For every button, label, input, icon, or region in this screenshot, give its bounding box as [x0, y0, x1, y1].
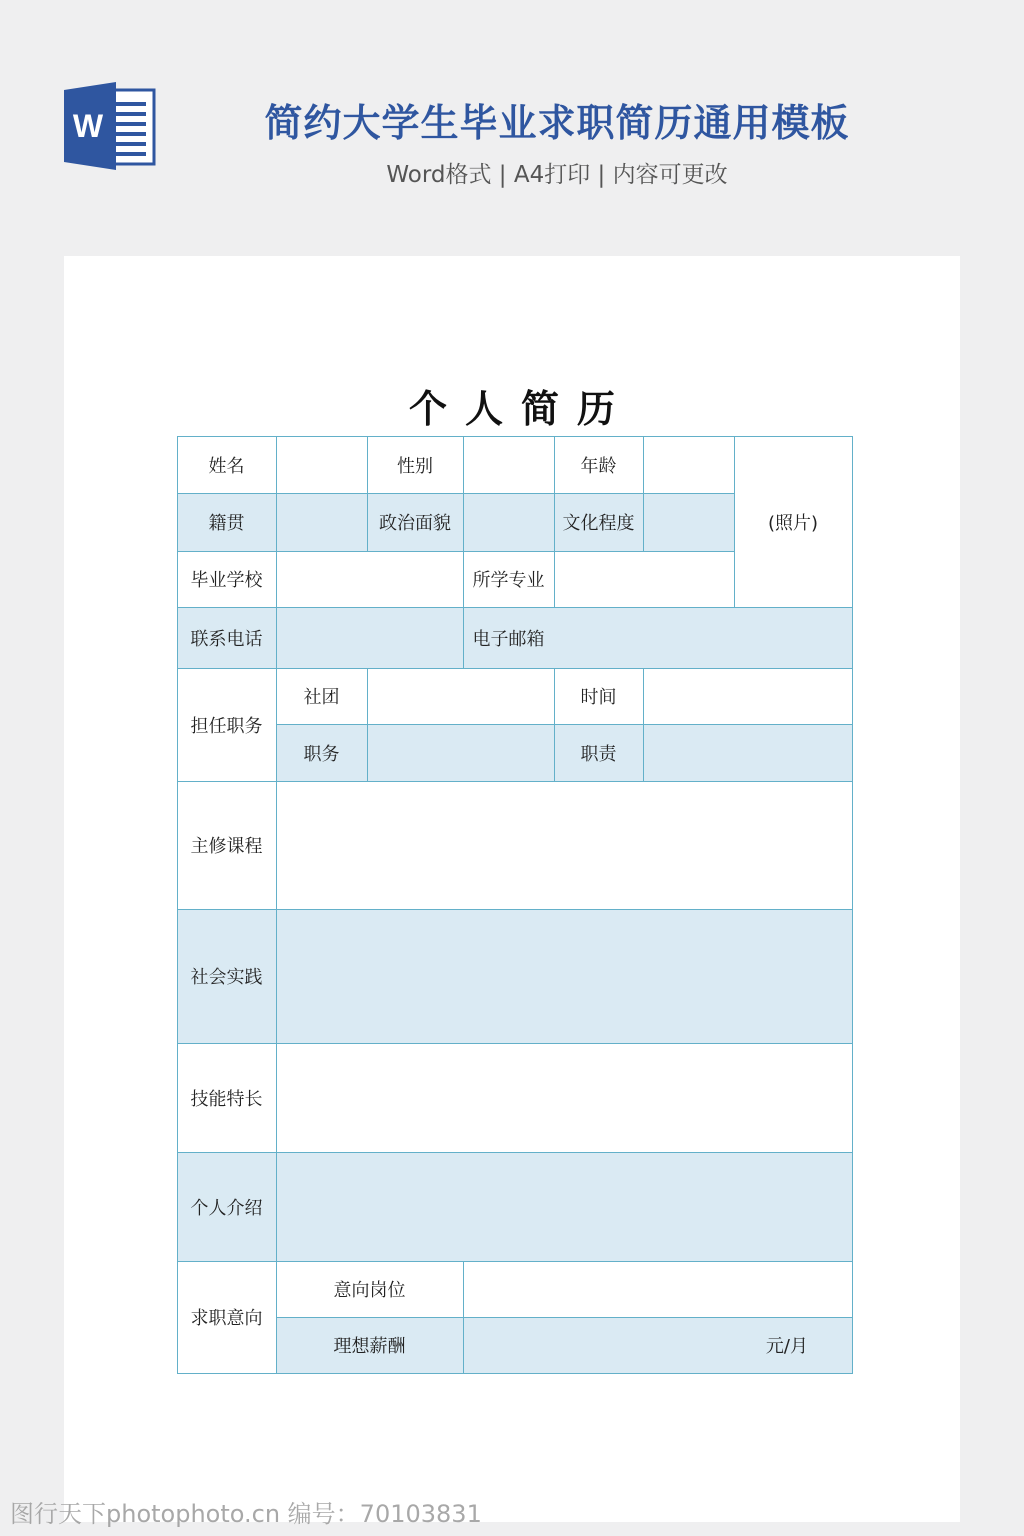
desired-position-label: 意向岗位 — [333, 1280, 406, 1301]
gender-field[interactable] — [463, 436, 554, 493]
grid-line — [643, 668, 644, 781]
grid-line — [177, 1043, 853, 1044]
school-label: 毕业学校 — [190, 570, 263, 591]
grid-line — [177, 1152, 853, 1153]
gender-label: 性别 — [397, 455, 433, 477]
desired-salary-label: 理想薪酬 — [333, 1336, 406, 1357]
grid-line — [734, 436, 735, 607]
practice-label: 社会实践 — [190, 967, 263, 988]
page-subtitle: Word格式 | A4打印 | 内容可更改 — [386, 162, 728, 188]
skills-label: 技能特长 — [190, 1088, 263, 1110]
time-label: 时间 — [580, 687, 617, 708]
resume-title: 个人简历 — [408, 387, 633, 431]
age-label: 年龄 — [580, 455, 617, 477]
word-document-icon — [64, 82, 156, 170]
political-status-label: 政治面貌 — [379, 513, 451, 534]
desired-salary-field[interactable] — [463, 1317, 852, 1373]
job-intention-label: 求职意向 — [190, 1308, 263, 1329]
grid-line — [177, 668, 853, 669]
grid-line — [177, 436, 178, 1374]
hometown-label: 籍贯 — [208, 513, 245, 534]
phone-label: 联系电话 — [190, 628, 263, 650]
grid-line — [177, 781, 853, 782]
grid-line — [367, 436, 368, 551]
time-field[interactable] — [643, 668, 852, 724]
duty-field[interactable] — [643, 724, 852, 781]
grid-line — [276, 436, 277, 1374]
intro-label: 个人介绍 — [190, 1197, 263, 1219]
grid-line — [276, 724, 853, 725]
word-icon-letter: W — [72, 108, 104, 144]
grid-line — [463, 1261, 464, 1374]
grid-line — [643, 436, 644, 551]
practice-field[interactable] — [276, 909, 852, 1043]
name-field[interactable] — [276, 436, 367, 493]
education-label: 文化程度 — [562, 513, 635, 534]
age-field[interactable] — [643, 436, 734, 493]
name-label: 姓名 — [208, 455, 245, 477]
grid-line — [554, 436, 555, 607]
grid-line — [367, 668, 368, 781]
grid-line — [463, 436, 464, 668]
email-field[interactable] — [554, 607, 852, 668]
grid-line — [177, 493, 734, 494]
role-label: 职务 — [303, 743, 340, 765]
photo-placeholder[interactable]: (照片) — [767, 512, 819, 534]
political-status-field[interactable] — [463, 493, 554, 551]
major-field[interactable] — [554, 551, 734, 607]
club-field[interactable] — [367, 668, 554, 724]
grid-line — [177, 1261, 853, 1262]
courses-field[interactable] — [276, 781, 852, 909]
grid-line — [554, 668, 555, 781]
hometown-field[interactable] — [276, 493, 367, 551]
phone-field[interactable] — [276, 607, 463, 668]
grid-line — [177, 1373, 853, 1374]
grid-line — [177, 909, 853, 910]
grid-line — [177, 436, 853, 437]
page-title: 简约大学生毕业求职简历通用模板 — [264, 101, 850, 145]
duty-label: 职责 — [580, 743, 617, 765]
grid-line — [177, 551, 734, 552]
skills-field[interactable] — [276, 1043, 852, 1152]
club-label: 社团 — [303, 687, 340, 708]
salary-unit: 元/月 — [765, 1336, 808, 1357]
grid-line — [852, 436, 853, 1374]
major-label: 所学专业 — [472, 570, 545, 591]
courses-label: 主修课程 — [190, 836, 263, 857]
school-field[interactable] — [276, 551, 463, 607]
email-label: 电子邮箱 — [472, 628, 545, 650]
education-field[interactable] — [643, 493, 734, 551]
positions-label: 担任职务 — [190, 715, 263, 737]
role-field[interactable] — [367, 724, 554, 781]
grid-line — [276, 1317, 853, 1318]
desired-position-field[interactable] — [463, 1261, 852, 1317]
watermark: 图行天下photophoto.cn 编号：70103831 — [10, 1500, 482, 1528]
intro-field[interactable] — [276, 1152, 852, 1261]
grid-line — [177, 607, 853, 608]
